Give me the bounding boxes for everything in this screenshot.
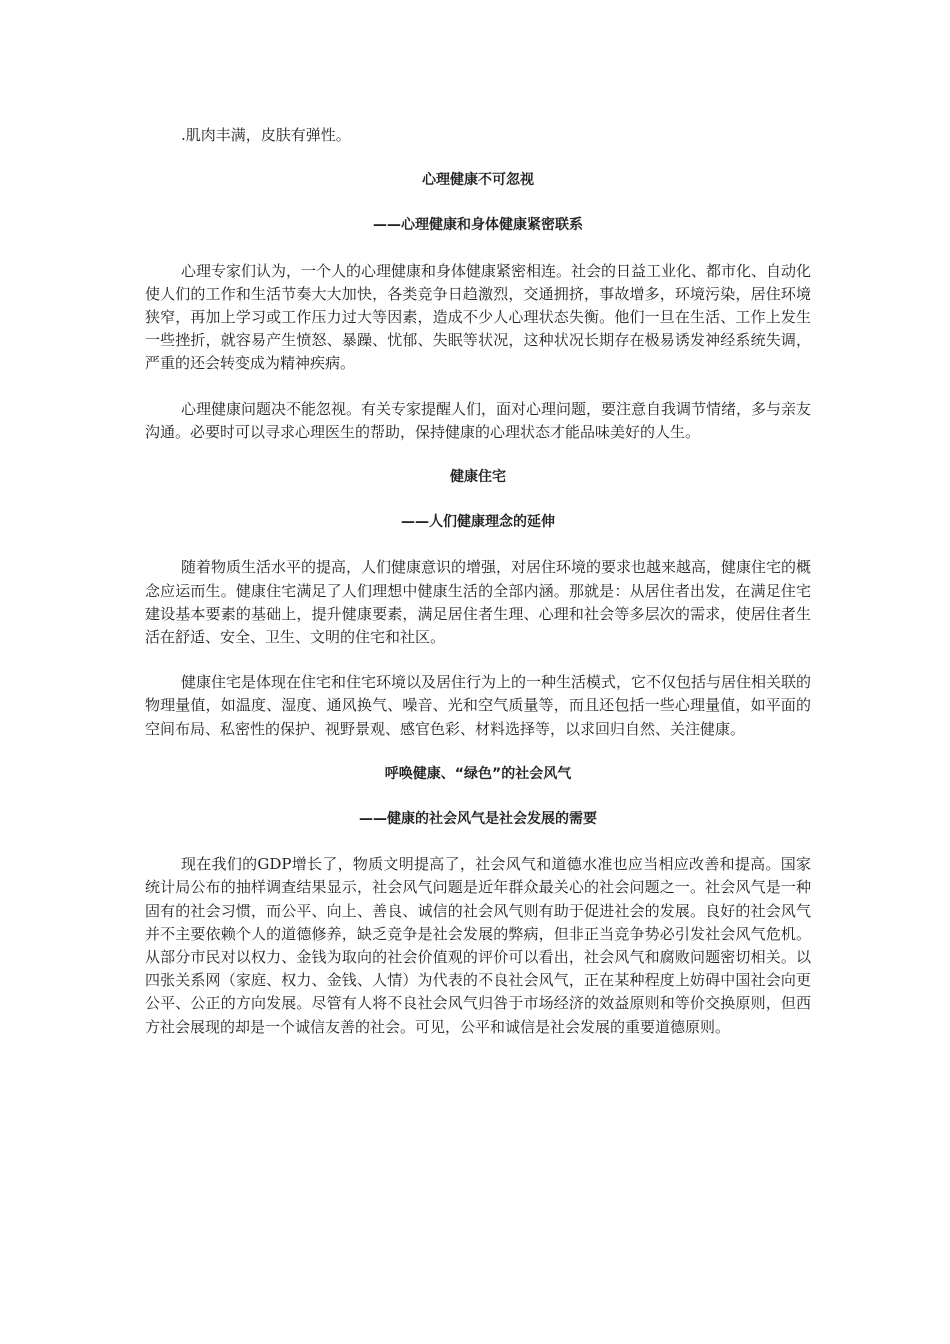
document-body (145, 124, 811, 1039)
paragraph: 随着物质生活水平的提高，人们健康意识的增强，对居住环境的要求也越来越高，健康住宅的概念应运而生。健康住宅满足了人们理想中健康生活的全部内涵。那就是：从居住者出发，在满足住宅建设基本要素的基础上，提升健康要素，满足居住者生理、心理和社会等多层次的需求，使居住者生活在舒适、安全、卫生、文明的住宅和社区。 (145, 558, 812, 647)
section-title: 心理健康不可忽视 (422, 172, 534, 189)
paragraph: 现在我们的GDP增长了，物质文明提高了，社会风气和道德水准也应当相应改善和提高。国家统计局公布的抽样调查结果显示，社会风气问题是近年群众最关心的社会问题之一。社会风气是一种固有的社会习惯，而公平、向上、善良、诚信的社会风气则有助于促进社会的发展。良好的社会风气并不主要依赖个人的道德修养，缺乏竞争是社会发展的弊病，但非正当竞争势必引发社会风气危机。从部分市民对以权力、金钱为取向的社会价值观的评价可以看出，社会风气和腐败问题密切相关。以四张关系网（家庭、权力、金钱、人情）为代表的不良社会风气，正在某种程度上妨碍中国社会向更公平、公正的方向发展。尽管有人将不良社会风气归咎于市场经济的效益原则和等价交换原则，但西方社会展现的却是一个诚信友善的社会。可见，公平和诚信是社会发展的重要道德原则。 (145, 855, 811, 1036)
section-title: 健康住宅 (450, 469, 506, 486)
lead-fragment: .肌肉丰满，皮肤有弹性。 (181, 126, 351, 144)
section-subtitle: ——心理健康和身体健康紧密联系 (373, 217, 583, 234)
section-subtitle: ——健康的社会风气是社会发展的需要 (359, 811, 597, 828)
paragraph: 心理健康问题决不能忽视。有关专家提醒人们，面对心理问题，要注意自我调节情绪，多与亲友沟通。必要时可以寻求心理医生的帮助，保持健康的心理状态才能品味美好的人生。 (145, 399, 812, 441)
paragraph: 健康住宅是体现在住宅和住宅环境以及居住行为上的一种生活模式，它不仅包括与居住相关联的物理量值，如温度、湿度、通风换气、噪音、光和空气质量等，而且还包括一些心理量值，如平面的空间布局、私密性的保护、视野景观、感官色彩、材料选择等，以求回归自然、关注健康。 (145, 673, 812, 738)
section-title: 呼唤健康、“绿色”的社会风气 (384, 765, 572, 782)
paragraph: 心理专家们认为，一个人的心理健康和身体健康紧密相连。社会的日益工业化、都市化、自动化使人们的工作和生活节奏大大加快，各类竞争日趋激烈，交通拥挤，事故增多，环境污染，居住环境狭窄，再加上学习或工作压力过大等因素，造成不少人心理状态失衡。他们一旦在生活、工作上发生一些挫折，就容易产生愤怒、暴躁、忧郁、失眠等状况，这种状况长期存在极易诱发神经系统失调，严重的还会转变成为精神疾病。 (145, 261, 812, 373)
section-subtitle: ——人们健康理念的延伸 (401, 514, 555, 531)
